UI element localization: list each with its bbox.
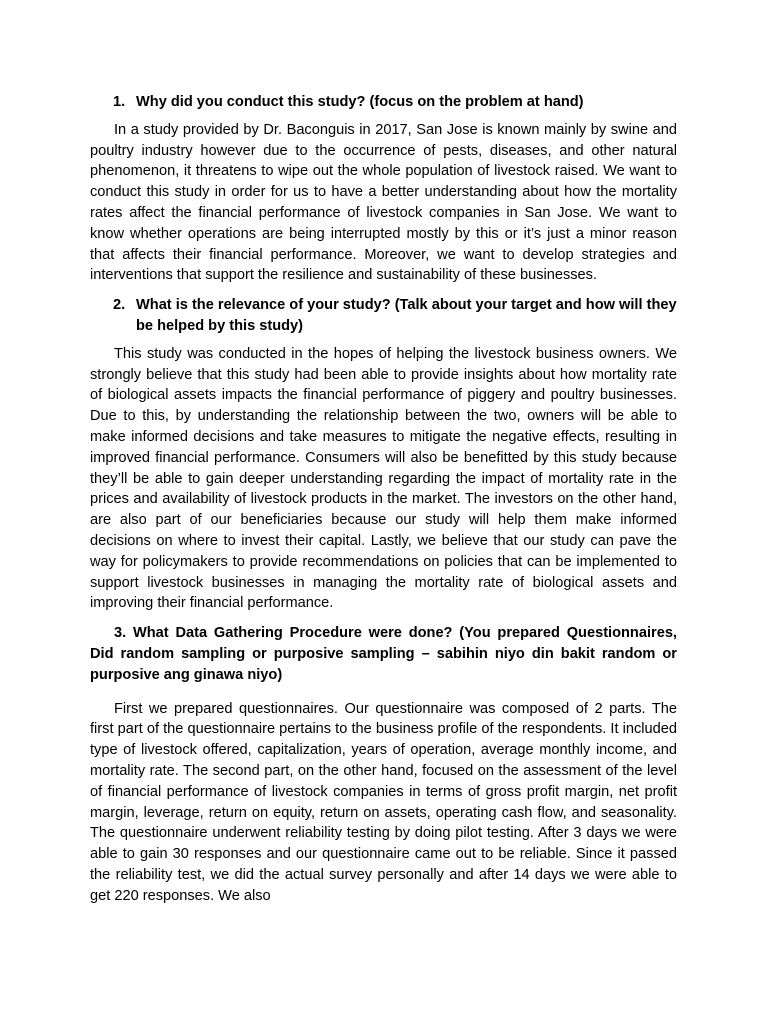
- question-3-text: What Data Gathering Procedure were done? (You prepared Questionnaires, Did random sampling or purposive sampling – sabihin niyo din bakit random or purposive ang ginawa niyo): [90, 625, 677, 683]
- answer-1: In a study provided by Dr. Baconguis in 2017, San Jose is known mainly by swine and poultry industry however due to the occurrence of pests, diseases, and other natural phenomenon, it threatens to wipe out the whole population of livestock raised. We want to conduct this study in order for us to have a better understanding about how the mortality rates affect the financial performance of livestock companies in San Jose. We want to know whether operations are being interrupted mostly by this or it’s just a minor reason that affects their financial performance. Moreover, we want to develop strategies and interventions that support the resilience and sustainability of these businesses.: [90, 121, 677, 284]
- question-1-number: 1.: [113, 94, 126, 110]
- document-page: [90, 92, 677, 906]
- question-2-number: 2.: [113, 297, 126, 314]
- question-1: [90, 92, 677, 113]
- answer-2: This study was conducted in the hopes of helping the livestock business owners. We strongly believe that this study had been able to provide insights about how mortality rate of biological assets impacts the financial performance of piggery and poultry businesses. Due to this, by understanding the relationship between the two, owners will be able to make informed decisions and take measures to mitigate the negative effects, resulting in improved financial performance. Consumers will also be benefitted by this study because they’ll be able to gain deeper understanding regarding the impact of mortality rate in the prices and availability of livestock products in the market. The investors on the other hand, are also part of our beneficiaries because our study will help them make informed decisions on where to invest their capital. Lastly, we believe that our study can pave the way for policymakers to provide recommendations on policies that can be implemented to support livestock businesses in managing the mortality rate of biological assets and improving their financial performance.: [90, 345, 677, 612]
- question-3-number: 3.: [114, 625, 127, 642]
- question-3: [90, 623, 677, 685]
- question-2: [90, 295, 677, 337]
- question-1-text: Why did you conduct this study? (focus on the problem at hand): [136, 94, 584, 110]
- answer-3: First we prepared questionnaires. Our questionnaire was composed of 2 parts. The first part of the questionnaire pertains to the business profile of the respondents. It included type of livestock offered, capitalization, years of operation, average monthly income, and mortality rate. The second part, on the other hand, focused on the assessment of the level of financial performance of livestock companies in terms of gross profit margin, net profit margin, leverage, return on equity, return on assets, operating cash flow, and seasonality. The questionnaire underwent reliability testing by doing pilot testing. After 3 days we were able to gain 30 responses and our questionnaire came out to be reliable. Since it passed the reliability test, we did the actual survey personally and after 14 days we were able to get 220 responses. We also: [90, 700, 677, 904]
- question-2-text: What is the relevance of your study? (Talk about your target and how will they be helped by this study): [136, 297, 677, 334]
